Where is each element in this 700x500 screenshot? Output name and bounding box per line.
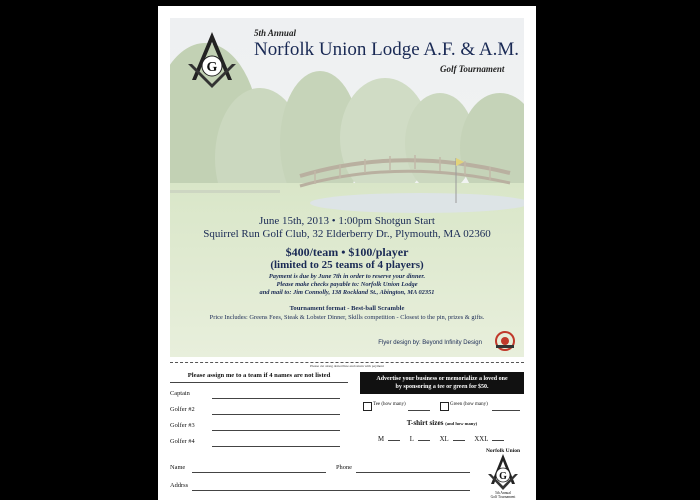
format-line: Tournament format - Best-ball Scramble: [289, 305, 405, 312]
square-compass-emblem-icon: [180, 28, 244, 92]
tee-checkbox[interactable]: [363, 402, 372, 411]
size-xxl-label: XXL: [474, 436, 489, 443]
svg-text:Golf Tournament: Golf Tournament: [490, 495, 516, 498]
subtitle: Golf Tournament: [440, 64, 505, 74]
date-line: June 15th, 2013 • 1:00pm Shotgun Start: [259, 215, 435, 227]
price-line: $400/team • $100/player: [285, 245, 409, 259]
tshirt-heading: [360, 419, 524, 427]
phone-field[interactable]: [356, 472, 470, 473]
golfer-3-field[interactable]: [212, 430, 340, 431]
address-field[interactable]: [192, 490, 470, 491]
advertise-line-1: Advertise your business or memorialize a loved one: [376, 376, 508, 382]
captain-label: Captain: [170, 390, 190, 397]
svg-text:G: G: [206, 60, 218, 75]
page-title: Norfolk Union Lodge A.F. & A.M.: [254, 39, 520, 60]
green-label: Green (how many): [450, 402, 488, 407]
hero-panel: [170, 18, 524, 357]
payment-note-1: Payment is due by June 7th in order to reserve your dinner.: [268, 273, 426, 280]
design-logo-icon: [494, 330, 516, 352]
advertise-line-2: by sponsoring a tee or green for $50.: [395, 384, 489, 390]
payment-note-2: Please make checks payable to: Norfolk Union Lodge: [276, 281, 418, 288]
size-m-label: M: [378, 436, 385, 443]
name-field[interactable]: [192, 472, 326, 473]
size-xxl-field[interactable]: [492, 434, 504, 441]
tee-label: Tee (how many): [373, 402, 406, 407]
design-credit: Flyer design by: Beyond Infinity Design: [378, 340, 482, 346]
tshirt-subtitle: (and how many): [445, 421, 478, 426]
phone-label: Phone: [336, 464, 352, 471]
tshirt-title: T-shirt sizes: [406, 419, 444, 427]
green-checkbox[interactable]: [440, 402, 449, 411]
assign-heading: Please assign me to a team if 4 names are not listed: [187, 372, 331, 379]
golfer-4-label: Golfer #4: [170, 438, 195, 445]
svg-text:Norfolk Union: Norfolk Union: [485, 448, 521, 454]
annual-label: 5th Annual: [254, 28, 296, 38]
name-label: Name: [170, 464, 186, 471]
flyer-sheet: [158, 6, 536, 500]
size-l-label: L: [409, 436, 414, 443]
golfer-3-label: Golfer #3: [170, 422, 195, 429]
hero-text: [170, 18, 524, 357]
captain-field[interactable]: [212, 398, 340, 399]
tee-count-field[interactable]: [408, 410, 430, 411]
tournament-logo-icon: [478, 444, 528, 498]
golfer-2-field[interactable]: [212, 414, 340, 415]
golfer-2-label: Golfer #2: [170, 406, 195, 413]
size-l-field[interactable]: [418, 434, 430, 441]
golfer-4-field[interactable]: [212, 446, 340, 447]
tshirt-sizes: [378, 434, 512, 443]
cut-line: [170, 362, 524, 363]
green-count-field[interactable]: [492, 410, 520, 411]
cut-instruction: Please cut along dotted line and return with payment: [310, 364, 384, 368]
limit-line: (limited to 25 teams of 4 players): [270, 259, 424, 271]
svg-text:5th Annual: 5th Annual: [495, 491, 511, 495]
size-m-field[interactable]: [388, 434, 400, 441]
size-xl-label: XL: [439, 436, 449, 443]
size-xl-field[interactable]: [453, 434, 465, 441]
venue-line: Squirrel Run Golf Club, 32 Elderberry Dr., Plymouth, MA 02360: [203, 228, 491, 240]
address-label: Addrss: [170, 482, 189, 489]
divider: [170, 382, 348, 383]
includes-line: Price Includes: Greens Fees, Steak & Lobster Dinner, Skills competition - Closest to the pin, prizes & gifts.: [209, 314, 485, 321]
svg-text:G: G: [499, 471, 507, 482]
payment-note-3: and mail to: Jim Connolly, 138 Rockland St., Abington, MA 02351: [259, 289, 435, 296]
advertise-box: [360, 372, 524, 394]
